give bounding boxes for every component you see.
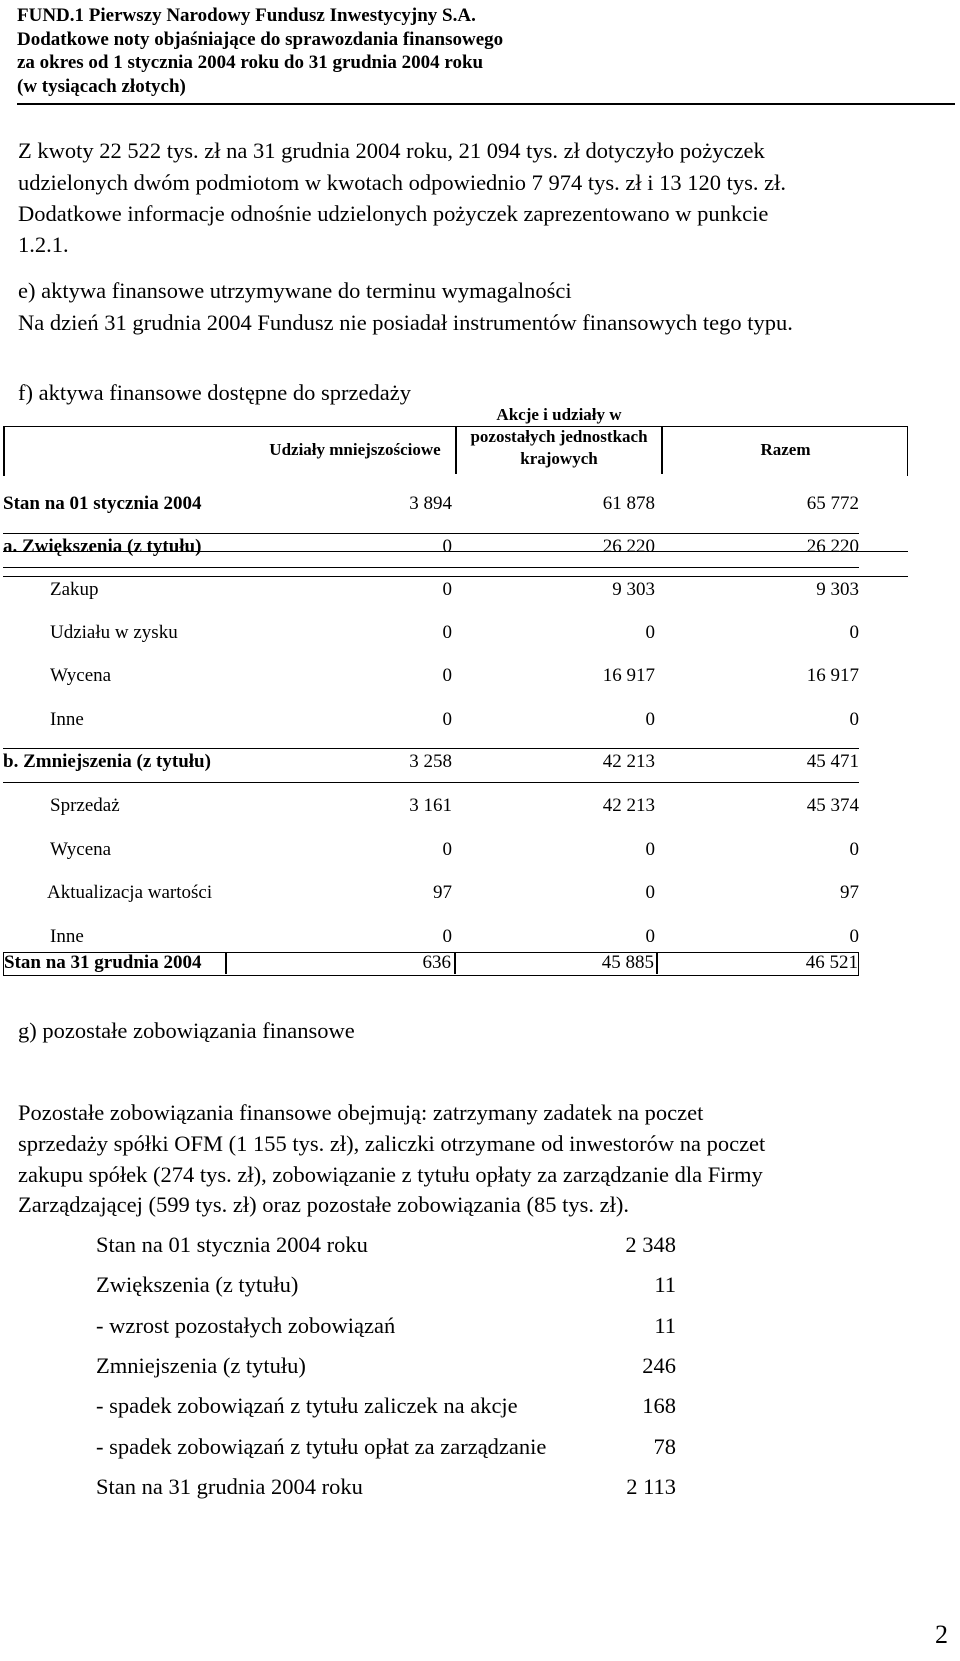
row-value-minority: 97 (433, 882, 452, 903)
row-label: Udziału w zysku (50, 622, 178, 643)
row-label: Wycena (50, 839, 112, 860)
movement-label: Stan na 01 stycznia 2004 roku (96, 1232, 368, 1257)
intro-line-3: Dodatkowe informacje odnośnie udzielonych pożyczek zaprezentowano w punkcie (18, 201, 769, 226)
movement-label: Stan na 31 grudnia 2004 roku (96, 1474, 363, 1499)
table-row (3, 748, 859, 783)
row-label: Wycena (50, 665, 112, 686)
table-row (3, 665, 859, 695)
row-value-total: 16 917 (806, 665, 859, 686)
header-period: za okres od 1 stycznia 2004 roku do 31 grudnia 2004 roku (17, 52, 484, 73)
movement-value: 78 (653, 1434, 676, 1459)
row-value-minority: 0 (442, 579, 452, 600)
section-g-line-4: Zarządzającej (599 tys. zł) oraz pozostałe zobowiązania (85 tys. zł). (18, 1192, 629, 1217)
movement-value: 11 (654, 1313, 676, 1338)
row-value-shares: 0 (645, 709, 655, 730)
header-title: Dodatkowe noty objaśniające do sprawozdania finansowego (17, 28, 504, 50)
row-value-shares: 0 (645, 622, 655, 643)
table-row (3, 795, 859, 825)
row-label: Stan na 01 stycznia 2004 (3, 493, 202, 514)
header-divider (17, 103, 955, 105)
row-value-minority: 3 161 (409, 795, 452, 816)
table-row (3, 926, 859, 952)
row-value-total: 0 (849, 622, 859, 643)
cell-rule (656, 953, 658, 974)
intro-line-4: 1.2.1. (18, 232, 69, 257)
cell-rule (225, 953, 227, 974)
section-e-title: e) aktywa finansowe utrzymywane do terminu wymagalności (18, 278, 572, 303)
row-value-minority: 636 (422, 952, 451, 973)
intro-line-2: udzielonych dwóm podmiotom w kwotach odpowiednio 7 974 tys. zł i 13 120 tys. zł. (18, 170, 787, 195)
row-label: a. Zwiększenia (z tytułu) (3, 536, 202, 557)
row-label: Sprzedaż (50, 795, 120, 816)
row-value-shares: 42 213 (602, 751, 655, 772)
row-value-total: 65 772 (806, 493, 859, 514)
row-value-total: 9 303 (816, 579, 859, 600)
row-value-shares: 42 213 (602, 795, 655, 816)
row-value-shares: 9 303 (612, 579, 655, 600)
row-value-minority: 3 258 (409, 751, 452, 772)
col-header-total: Razem (760, 440, 811, 459)
movement-value: 2 113 (626, 1474, 676, 1499)
section-g-line-1: Pozostałe zobowiązania finansowe obejmują: zatrzymany zadatek na poczet (18, 1100, 704, 1125)
row-label: Inne (50, 926, 84, 947)
col-header-shares-line-3: krajowych (520, 449, 598, 468)
row-value-total: 45 374 (806, 795, 859, 816)
document-header (17, 4, 957, 98)
section-e-text: Na dzień 31 grudnia 2004 Fundusz nie posiadał instrumentów finansowych tego typu. (18, 310, 793, 335)
cell-rule (454, 953, 456, 974)
page-number: 2 (935, 1620, 948, 1649)
table-row (3, 952, 859, 976)
movement-value: 11 (654, 1272, 676, 1297)
row-value-minority: 0 (442, 536, 452, 557)
row-value-minority: 0 (442, 926, 452, 947)
row-label: Zakup (50, 579, 99, 600)
row-label: Inne (50, 709, 84, 730)
header-unit: (w tysiącach złotych) (17, 75, 186, 97)
movement-value: 2 348 (625, 1232, 676, 1257)
row-label: b. Zmniejszenia (z tytułu) (3, 751, 211, 772)
row-value-total: 26 220 (806, 536, 859, 557)
table-row (3, 533, 859, 568)
col-header-shares-line-1: Akcje i udziały w (496, 405, 622, 424)
section-g-line-3: zakupu spółek (274 tys. zł), zobowiązanie z tytułu opłaty za zarządzanie dla Firmy (18, 1162, 763, 1187)
row-value-minority: 0 (442, 622, 452, 643)
col-header-shares-line-2: pozostałych jednostkach (470, 427, 648, 446)
movement-label: Zwiększenia (z tytułu) (96, 1272, 299, 1297)
table-left-rule (3, 426, 5, 476)
row-value-total: 0 (849, 709, 859, 730)
movement-value: 246 (642, 1353, 676, 1378)
intro-line-1: Z kwoty 22 522 tys. zł na 31 grudnia 2004 roku, 21 094 tys. zł dotyczyło pożyczek (18, 138, 765, 163)
movement-label: - spadek zobowiązań z tytułu zaliczek na akcje (96, 1393, 518, 1418)
row-value-shares: 16 917 (602, 665, 655, 686)
header-company: FUND.1 Pierwszy Narodowy Fundusz Inwestycyjny S.A. (17, 5, 476, 26)
movement-label: - spadek zobowiązań z tytułu opłat za zarządzanie (96, 1434, 547, 1459)
movement-label: Zmniejszenia (z tytułu) (96, 1353, 306, 1378)
row-value-total: 0 (849, 926, 859, 947)
row-value-total: 0 (849, 839, 859, 860)
row-value-total: 45 471 (806, 751, 859, 772)
row-value-total: 97 (840, 882, 859, 903)
table-row (3, 622, 859, 652)
row-value-minority: 0 (442, 839, 452, 860)
table-row (3, 579, 859, 609)
section-g-line-2: sprzedaży spółki OFM (1 155 tys. zł), zaliczki otrzymane od inwestorów na poczet (18, 1131, 766, 1156)
movement-value: 168 (642, 1393, 676, 1418)
row-value-shares: 0 (645, 926, 655, 947)
section-g-title: g) pozostałe zobowiązania finansowe (18, 1018, 355, 1043)
table-row (3, 493, 859, 523)
row-value-shares: 0 (645, 882, 655, 903)
row-value-minority: 3 894 (409, 493, 452, 514)
row-value-shares: 61 878 (602, 493, 655, 514)
row-label: Aktualizacja wartości (47, 882, 213, 903)
col-header-minority: Udziały mniejszościowe (269, 440, 441, 459)
row-value-total: 46 521 (805, 952, 858, 973)
table-row (3, 839, 859, 869)
row-value-shares: 26 220 (602, 536, 655, 557)
row-value-minority: 0 (442, 665, 452, 686)
row-value-shares: 0 (645, 839, 655, 860)
table-row (3, 882, 859, 912)
col-header-shares (457, 404, 661, 470)
movement-label: - wzrost pozostałych zobowiązań (96, 1313, 396, 1338)
row-label: Stan na 31 grudnia 2004 (4, 952, 202, 973)
row-value-shares: 45 885 (601, 952, 654, 973)
section-f-title: f) aktywa finansowe dostępne do sprzedaży (18, 380, 411, 405)
row-value-minority: 0 (442, 709, 452, 730)
table-row (3, 709, 859, 739)
